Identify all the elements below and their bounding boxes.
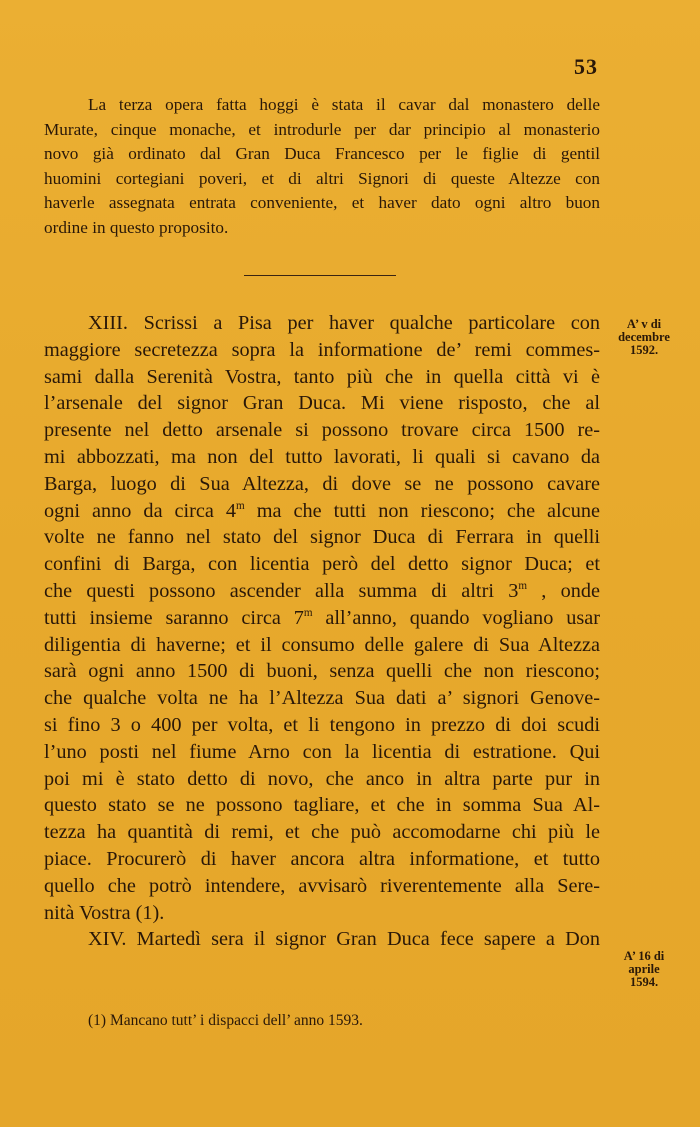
text-line: poi mi è stato detto di novo, che anco in altra parte pur in xyxy=(44,767,600,790)
text-line: l’uno posti nel fiume Arno con la licentia di estratione. Qui xyxy=(44,740,600,763)
text-line: Barga, luogo di Sua Altezza, di dove se ne possono cavare xyxy=(44,472,600,495)
text-line: quello che potrò intendere, avvisarò riverentemente alla Sere- xyxy=(44,874,600,897)
section-divider xyxy=(244,275,396,276)
text-line: novo già ordinato dal Gran Duca Francesco per le figlie di gentil xyxy=(44,144,600,164)
margin-date-note xyxy=(604,318,684,357)
text-line: volte ne fanno nel stato del signor Duca di Ferrara in quelli xyxy=(44,526,600,549)
text-line: sami dalla Serenità Vostra, tanto più che in quella città vi è xyxy=(44,365,600,388)
text-line: questo stato se ne possono tagliare, et che in somma Sua Al- xyxy=(44,794,600,817)
text-line: Murate, cinque monache, et introdurle per dar principio al monasterio xyxy=(44,119,600,139)
text-line: sarà ogni anno 1500 di buoni, senza quelli che non riescono; xyxy=(44,660,600,683)
paragraph-2 xyxy=(44,310,600,953)
paragraph-1 xyxy=(44,93,600,241)
text-line: tutti insieme saranno circa 7$^m$ all’anno, quando vogliano usar xyxy=(44,606,600,629)
text-line: maggiore secretezza sopra la informatione de’ remi commes- xyxy=(44,338,600,361)
text-line: XIV. Martedì sera il signor Gran Duca fece sapere a Don xyxy=(88,928,600,951)
text-line: diligentia di haverne; et il consumo delle galere di Sua Altezza xyxy=(44,633,600,656)
text-line: confini di Barga, con licentia però del detto signor Duca; et xyxy=(44,553,600,576)
margin-note-line: 1594. xyxy=(629,975,659,989)
text-line: tezza ha quantità di remi, et che può accomodarne chi più le xyxy=(44,821,600,844)
margin-note-line: decembre xyxy=(618,330,670,344)
text-line: presente nel detto arsenale si possono trovare circa 1500 re- xyxy=(44,419,600,442)
text-line: mi abbozzati, ma non del tutto lavorati, li quali si cavano da xyxy=(44,445,600,468)
text-line: che qualche volta ne ha l’Altezza Sua dati a’ signori Genove- xyxy=(44,687,600,710)
text-line: haverle assegnata entrata conveniente, et haver dato ogni altro buon xyxy=(44,193,600,213)
margin-note-line: aprile xyxy=(628,962,660,976)
text-line: nità Vostra (1). xyxy=(44,901,165,924)
text-line: XIII. Scrissi a Pisa per haver qualche particolare con xyxy=(88,312,600,334)
text-line: l’arsenale del signor Gran Duca. Mi viene risposto, che al xyxy=(44,392,600,415)
margin-date-note xyxy=(604,950,684,989)
text-line: ogni anno da circa 4$^m$ ma che tutti non riescono; che alcune xyxy=(44,499,600,522)
text-line: piace. Procurerò di haver ancora altra informatione, et tutto xyxy=(44,847,600,870)
text-line: huomini cortegiani poveri, et di altri Signori di queste Altezze con xyxy=(44,168,600,188)
text-line: La terza opera fatta hoggi è stata il cavar dal monastero delle xyxy=(88,95,600,114)
margin-note-line: A’ v di xyxy=(626,317,662,331)
text-line: ordine in questo proposito. xyxy=(44,217,229,237)
page-number: 53 xyxy=(574,54,598,79)
margin-note-line: 1592. xyxy=(629,343,659,357)
text-line: si fino 3 o 400 per volta, et li tengono in prezzo di doi scudi xyxy=(44,713,600,736)
footnote: (1) Mancano tutt’ i dispacci dell’ anno 1593. xyxy=(88,1012,363,1029)
text-line: che questi possono ascender alla summa di altri 3$^m$ , onde xyxy=(44,579,600,602)
margin-note-line: A’ 16 di xyxy=(623,949,665,963)
